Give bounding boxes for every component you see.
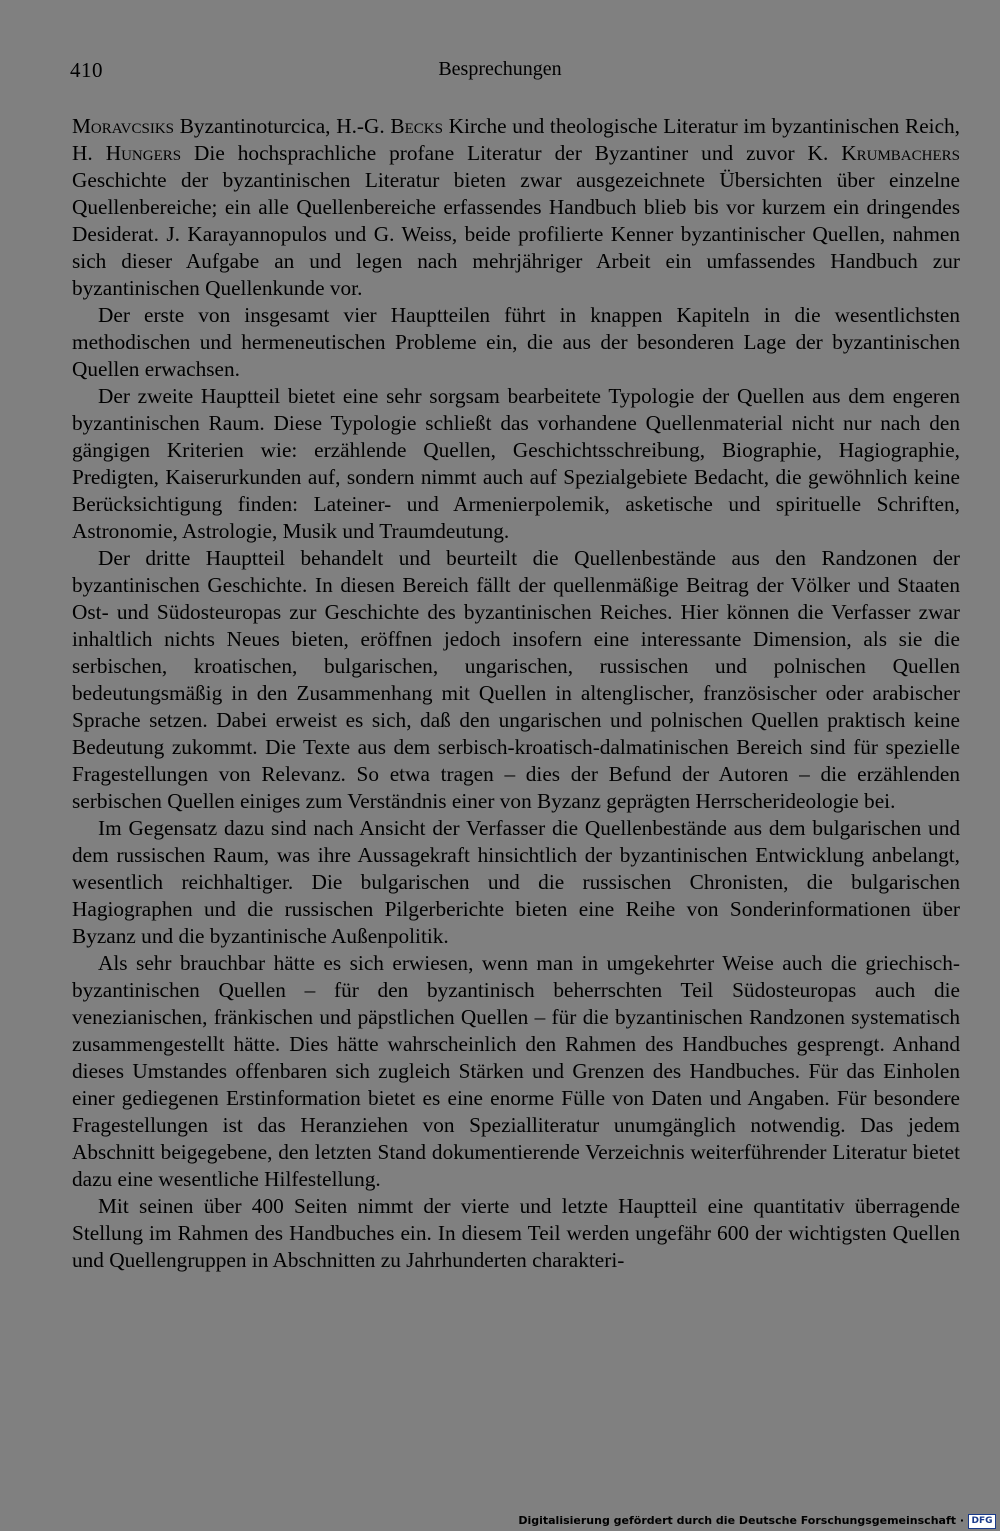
author-name-beck: Becks bbox=[390, 114, 443, 138]
paragraph-1-text-a: Byzantinoturcica, H.-G. bbox=[174, 114, 391, 138]
paragraph-6: Als sehr brauchbar hätte es sich erwiesen, wenn man in umgekehrter Weise auch die griechisch-byzantinischen Quellen – für den byzantinisch beherrschten Teil Südosteuropas auch die venezianischen, fränkischen und päpstlichen Quellen – für die byzantinischen Randzonen systematisch zusammengestellt hätte. Dies hätte wahrscheinlich den Rahmen des Handbuches gesprengt. Anhand dieses Umstandes offenbaren sich zugleich Stärken und Grenzen des Handbuches. Für das Einholen einer gediegenen Erstinformation bietet es eine enorme Fülle von Daten und Angaben. Für besondere Fragestellungen ist das Heranziehen von Spezialliteratur unumgänglich notwendig. Das jedem Abschnitt beigegebene, den letzten Stand dokumentierende Verzeichnis weiterführender Literatur bietet dazu eine wesentliche Hilfestellung. bbox=[72, 951, 960, 1191]
paragraph-1-text-d: Geschichte der byzantinischen Literatur bieten zwar ausgezeichnete Übersichten über einzelne Quellenbereiche; ein alle Quellenbereiche erfassendes Handbuch blieb bis vor kurzem ein dringendes Desiderat. J. Karayannopulos und G. Weiss, beide profilierte Kenner byzantinischer Quellen, nahmen sich dieser Aufgabe an und legen nach mehrjähriger Arbeit ein umfassendes Handbuch zur byzantinischen Quellenkunde vor. bbox=[72, 168, 960, 300]
paragraph-5: Im Gegensatz dazu sind nach Ansicht der Verfasser die Quellenbestände aus dem bulgarischen und dem russischen Raum, was ihre Aussagekraft hinsichtlich der byzantinischen Entwicklung anbelangt, wesentlich reichhaltiger. Die bulgarischen und die russischen Chronisten, die bulgarischen Hagiographen und die russischen Pilgerberichte bieten eine Reihe von Sonderinformationen über Byzanz und die byzantinische Außenpolitik. bbox=[72, 816, 960, 948]
paragraph-4: Der dritte Hauptteil behandelt und beurteilt die Quellenbestände aus den Randzonen der byzantinischen Geschichte. In diesen Bereich fällt der quellenmäßige Beitrag der Völker und Staaten Ost- und Südosteuropas zur Geschichte des byzantinischen Reiches. Hier können die Verfasser zwar inhaltlich nichts Neues bieten, eröffnen jedoch insofern eine interessante Dimension, als sie die serbischen, kroatischen, bulgarischen, ungarischen, russischen und polnischen Quellen bedeutungsmäßig in den Zusammenhang mit Quellen in altenglischer, französischer oder arabischer Sprache setzen. Dabei erweist es sich, daß den ungarischen und polnischen Quellen praktisch keine Bedeutung zukommt. Die Texte aus dem serbisch-kroatisch-dalmatinischen Bereich sind für spezielle Fragestellungen von Relevanz. So etwa tragen – dies der Befund der Autoren – die erzählenden serbischen Quellen einiges zum Verständnis einer von Byzanz geprägten Herrscherideologie bei. bbox=[72, 546, 960, 813]
footer-bar bbox=[0, 1509, 1000, 1531]
paragraph-2: Der erste von insgesamt vier Hauptteilen führt in knappen Kapiteln in die wesentlichsten methodischen und hermeneutischen Probleme ein, die aus der besonderen Lage der byzantinischen Quellen erwachsen. bbox=[72, 303, 960, 381]
digitization-note: Digitalisierung gefördert durch die Deutsche Forschungsgemeinschaft · bbox=[518, 1514, 964, 1527]
author-name-krumbacher: Krumbachers bbox=[841, 141, 960, 165]
paragraph-7: Mit seinen über 400 Seiten nimmt der vierte und letzte Hauptteil eine quantitativ überragende Stellung im Rahmen des Handbuches ein. In diesem Teil werden ungefähr 600 der wichtigsten Quellen und Quellengruppen in Abschnitten zu Jahrhunderten charakteri- bbox=[72, 1194, 960, 1272]
author-name-moravcsik: Moravcsiks bbox=[72, 114, 175, 138]
page-number: 410 bbox=[70, 58, 103, 82]
dfg-logo-icon: DFG bbox=[968, 1514, 996, 1529]
body-text bbox=[72, 113, 960, 1274]
author-name-hunger: Hungers bbox=[105, 141, 182, 165]
running-head: Besprechungen bbox=[438, 58, 562, 80]
paragraph-1-text-c: Die hochsprachliche profane Literatur der Byzantiner und zuvor K. bbox=[181, 141, 842, 165]
paragraph-3: Der zweite Hauptteil bietet eine sehr sorgsam bearbeitete Typologie der Quellen aus dem engeren byzantinischen Raum. Diese Typologie schließt das vorhandene Quellenmaterial nicht nur nach den gängigen Kriterien wie: erzählende Quellen, Geschichtsschreibung, Biographie, Hagiographie, Predigten, Kaiserurkunden auf, sondern nimmt auch auf Spezialgebiete Bedacht, die gewöhnlich keine Berücksichtigung finden: Lateiner- und Armenierpolemik, asketische und spirituelle Schriften, Astronomie, Astrologie, Musik und Traumdeutung. bbox=[72, 384, 960, 543]
paragraph-1-text-b: Kirche und theologische Literatur im byzantinischen Reich, H. bbox=[72, 114, 960, 165]
paragraph-1 bbox=[72, 113, 960, 302]
